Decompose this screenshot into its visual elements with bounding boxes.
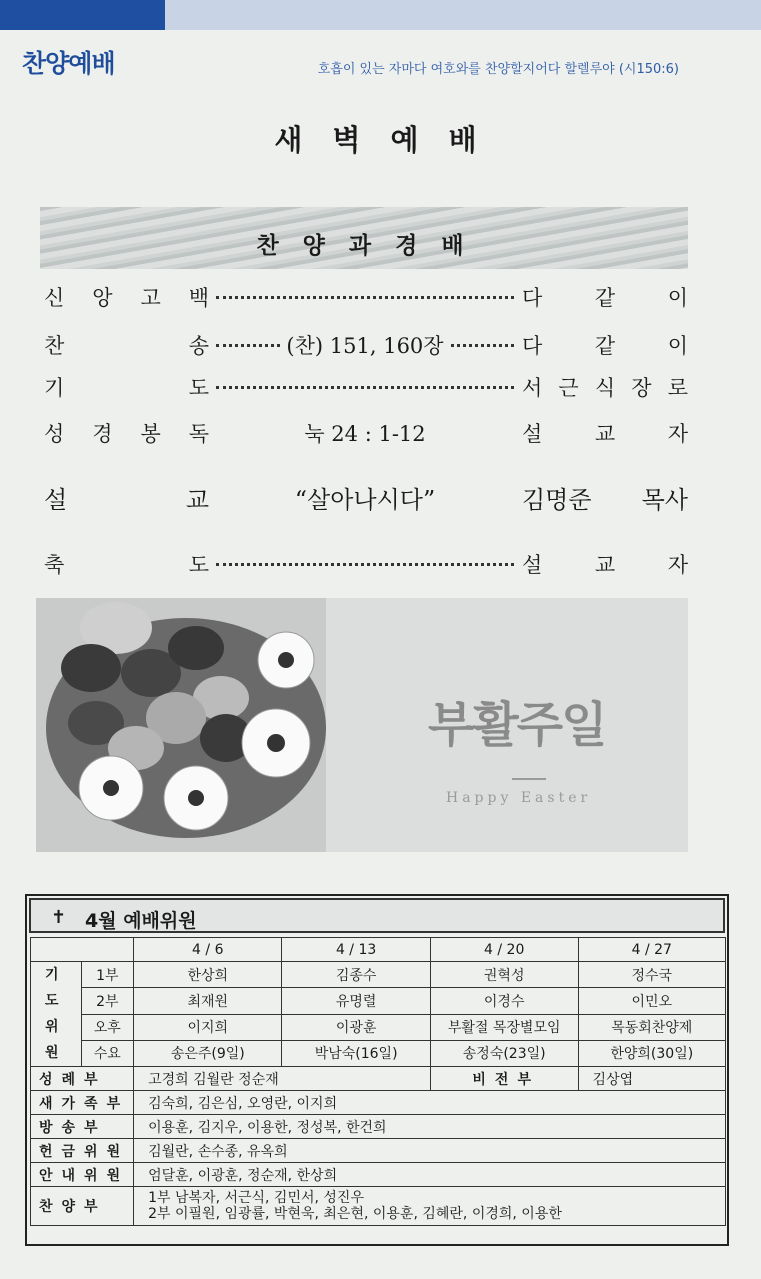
order-leader-part: 로 <box>667 376 688 400</box>
prayer-row <box>31 1040 726 1066</box>
order-label-char: 독 <box>188 422 209 446</box>
easter-divider <box>512 778 546 780</box>
header-verse: 호흡이 있는 자마다 여호와를 찬양할지어다 할렐루야 (시150:6) <box>317 62 679 77</box>
order-leader-part: 자 <box>667 422 688 446</box>
order-label-char: 경 <box>92 422 113 446</box>
order-leader-part: 김명준 <box>522 486 592 514</box>
order-row <box>44 372 688 402</box>
order-row <box>44 480 688 514</box>
order-leader-part: 다 <box>522 334 543 358</box>
prayer-row <box>31 1014 726 1040</box>
order-leader <box>522 282 688 312</box>
name-cell: 이민오 <box>578 988 725 1014</box>
order-leader <box>522 372 688 402</box>
slot-cell: 수요 <box>81 1040 134 1066</box>
name-cell: 부활절 목장별모임 <box>430 1014 578 1040</box>
duty-roster-title: 4월 예배위원 <box>85 910 197 932</box>
name-cell: 목동회찬양제 <box>578 1014 725 1040</box>
praise-row <box>31 1187 726 1226</box>
leader-dots <box>216 559 514 566</box>
order-row <box>44 549 688 579</box>
order-leader <box>522 549 688 579</box>
order-leader-part: 교 <box>594 422 616 446</box>
order-label-char: 설 <box>44 486 68 514</box>
order-label-char: 성 <box>44 422 65 446</box>
duty-roster-box <box>25 894 729 1246</box>
order-label <box>44 330 209 360</box>
easter-title: 부활주일 <box>428 697 606 753</box>
names-cell: 김상엽 <box>578 1067 725 1091</box>
name-cell: 김종수 <box>282 962 430 988</box>
order-label <box>44 480 209 515</box>
praise-line-1: 1부 남복자, 서근식, 김민서, 성진우 <box>148 1190 364 1206</box>
top-color-bar <box>0 0 761 30</box>
prayer-row <box>31 962 726 988</box>
role-cell: 새가족부 <box>31 1091 134 1115</box>
name-cell: 정수국 <box>578 962 725 988</box>
order-leader-part: 교 <box>594 553 616 577</box>
order-label-char: 축 <box>44 553 65 577</box>
praise-names-cell <box>134 1187 726 1226</box>
name-cell: 박남숙(16일) <box>282 1040 430 1066</box>
order-leader-part: 자 <box>667 553 688 577</box>
order-label <box>44 418 209 448</box>
order-label-char: 신 <box>44 286 65 310</box>
names-cell: 이용훈, 김지우, 이용한, 정성복, 한건희 <box>134 1115 726 1139</box>
name-cell: 최재원 <box>134 988 282 1014</box>
sacrament-row <box>31 1067 726 1091</box>
order-leader-part: 서 <box>522 376 543 400</box>
slot-cell: 오후 <box>81 1014 134 1040</box>
blank-cell <box>31 938 134 962</box>
order-label-char: 도 <box>188 553 209 577</box>
prayer-row <box>31 988 726 1014</box>
role-cell: 헌금위원 <box>31 1139 134 1163</box>
cross-icon: ✝ <box>51 907 67 928</box>
date-row <box>31 938 726 962</box>
order-label-char: 봉 <box>140 422 161 446</box>
order-leader-part: 이 <box>667 286 688 310</box>
brand-title: 찬양예배 <box>22 49 115 78</box>
name-cell: 유명렬 <box>282 988 430 1014</box>
date-cell: 4 / 27 <box>578 938 725 962</box>
name-cell: 송정숙(23일) <box>430 1040 578 1066</box>
easter-subtitle: Happy Easter <box>446 790 592 806</box>
praise-line-2: 2부 이필원, 임광률, 박현욱, 최은현, 이용훈, 김혜란, 이경희, 이용한 <box>148 1206 562 1222</box>
names-cell: 김월란, 손수종, 유옥희 <box>134 1139 726 1163</box>
order-label-char: 기 <box>44 376 65 400</box>
order-leader-part: 설 <box>522 422 543 446</box>
order-leader-part: 다 <box>522 286 543 310</box>
order-detail-text: 눅 24 : 1-12 <box>300 422 429 446</box>
slot-cell: 2부 <box>81 988 134 1014</box>
order-leader-part: 설 <box>522 553 543 577</box>
leader-dots <box>216 382 514 389</box>
date-cell: 4 / 6 <box>134 938 282 962</box>
section-title: 찬 양 과 경 배 <box>256 232 472 259</box>
duty-row <box>31 1115 726 1139</box>
order-leader <box>522 418 688 448</box>
duty-row <box>31 1139 726 1163</box>
order-leader-part: 같 <box>594 334 616 358</box>
name-cell: 권혁성 <box>430 962 578 988</box>
easter-banner <box>36 598 688 852</box>
order-label-char: 도 <box>188 376 209 400</box>
role-cell: 방송부 <box>31 1115 134 1139</box>
easter-eggs-illustration <box>36 598 326 852</box>
role-cell: 비전부 <box>430 1067 578 1091</box>
order-label <box>44 282 209 312</box>
order-label <box>44 372 209 402</box>
order-detail <box>216 480 514 515</box>
order-detail <box>216 418 514 448</box>
duty-row <box>31 1163 726 1187</box>
name-cell: 이지희 <box>134 1014 282 1040</box>
name-cell: 송은주(9일) <box>134 1040 282 1066</box>
order-label-char: 송 <box>188 334 209 358</box>
order-label-char: 백 <box>188 286 209 310</box>
order-label-char: 교 <box>185 486 209 514</box>
role-cell: 찬양부 <box>31 1187 134 1226</box>
order-label-char: 앙 <box>92 286 113 310</box>
names-cell: 고경희 김월란 정순재 <box>134 1067 431 1091</box>
order-detail-text: (찬) 151, 160장 <box>282 334 447 358</box>
order-row <box>44 330 688 360</box>
order-detail <box>216 330 514 360</box>
names-cell: 김숙희, 김은심, 오영란, 이지희 <box>134 1091 726 1115</box>
order-leader-part: 식 <box>594 376 616 400</box>
leader-dots <box>216 292 514 299</box>
order-label-char: 찬 <box>44 334 65 358</box>
order-row <box>44 282 688 312</box>
order-leader-part: 목사 <box>641 486 688 514</box>
order-detail-text: “살아나시다” <box>291 486 439 514</box>
duty-roster-header <box>29 898 725 933</box>
service-title: 새 벽 예 배 <box>274 123 487 157</box>
name-cell: 이광훈 <box>282 1014 430 1040</box>
role-cell: 성례부 <box>31 1067 134 1091</box>
date-cell: 4 / 13 <box>282 938 430 962</box>
names-cell: 엄달훈, 이광훈, 정순재, 한상희 <box>134 1163 726 1187</box>
slot-cell: 1부 <box>81 962 134 988</box>
order-label <box>44 549 209 579</box>
order-leader-part: 같 <box>594 286 616 310</box>
name-cell: 한상희 <box>134 962 282 988</box>
name-cell: 이경수 <box>430 988 578 1014</box>
section-band <box>40 207 688 269</box>
top-blue-block <box>0 0 165 30</box>
name-cell: 한양희(30일) <box>578 1040 725 1066</box>
order-row <box>44 418 688 448</box>
order-label-char: 고 <box>140 286 161 310</box>
order-leader-part: 장 <box>631 376 652 400</box>
order-leader <box>522 330 688 360</box>
duty-roster-table <box>30 937 726 1226</box>
prayer-group-label: 기 도 위 원 <box>31 962 82 1067</box>
role-cell: 안내위원 <box>31 1163 134 1187</box>
date-cell: 4 / 20 <box>430 938 578 962</box>
order-leader-part: 근 <box>558 376 579 400</box>
order-leader-part: 이 <box>667 334 688 358</box>
order-leader <box>522 480 688 515</box>
duty-row <box>31 1091 726 1115</box>
